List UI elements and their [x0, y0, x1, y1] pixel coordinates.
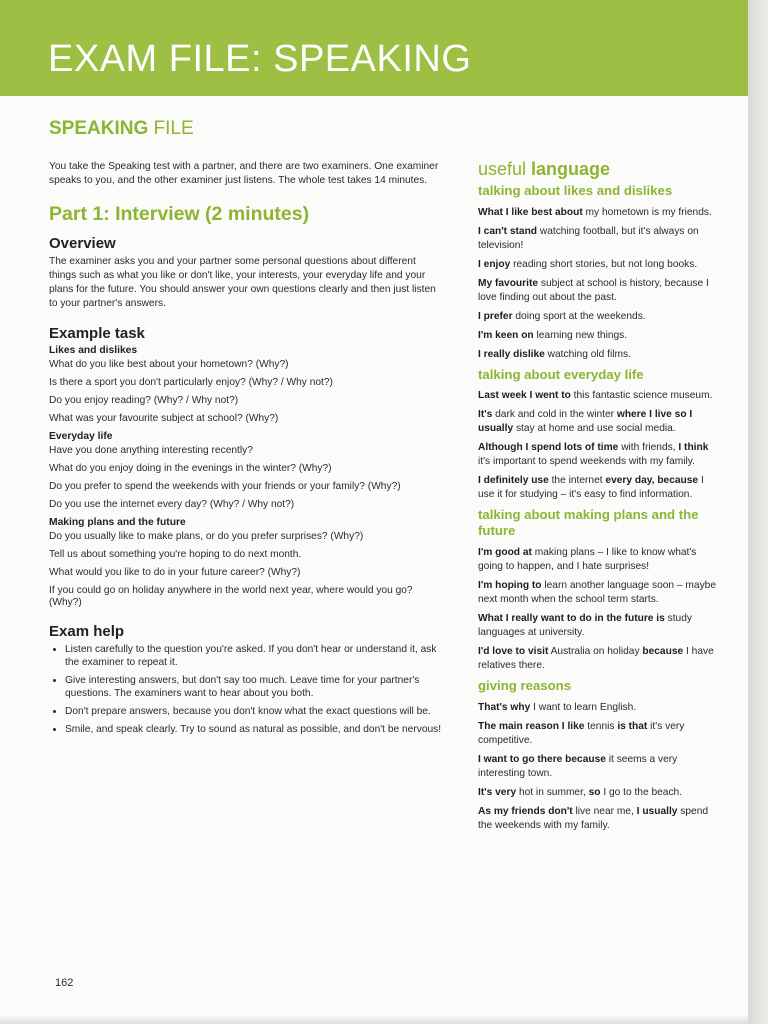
- part1-title: Part 1: Interview (2 minutes): [49, 202, 310, 225]
- task-group-title: Making plans and the future: [49, 517, 186, 529]
- exam-help-item: • Give interesting answers, but don't say too much. Leave time for your partner's questions. The examiners want to hear about you both.: [65, 674, 444, 700]
- phrase-bold: I definitely use: [478, 475, 549, 487]
- phrase-text: watching old films.: [544, 348, 631, 360]
- task-group-title: Everyday life: [49, 431, 113, 443]
- phrase-bold: What I like best about: [478, 206, 583, 218]
- task-question: Have you done anything interesting recently?: [49, 445, 253, 457]
- phrase-text: it seems a very interesting town.: [478, 754, 678, 780]
- phrase-text: reading short stories, but not long books.: [510, 258, 698, 270]
- phrase-bold: I'm keen on: [478, 329, 534, 341]
- exam-help-item: • Smile, and speak clearly. Try to sound as natural as possible, and don't be nervous!: [65, 723, 444, 736]
- phrase-text: my hometown is my friends.: [582, 206, 712, 218]
- useful-language-example: [478, 277, 720, 305]
- phrase-bold: I prefer: [478, 310, 513, 322]
- useful-language-example: [478, 206, 720, 220]
- useful-language-example: [478, 753, 720, 781]
- phrase-bold: is that: [617, 721, 648, 733]
- phrase-bold: I think: [678, 442, 709, 454]
- useful-language-example: [478, 612, 720, 640]
- intro-text: You take the Speaking test with a partner, and there are two examiners. One examiner speaks to you, and the other examiner just listens. The whole test takes 14 minutes.: [49, 160, 439, 186]
- task-question: What was your favourite subject at school? (Why?): [49, 413, 279, 425]
- useful-language-example: [478, 546, 720, 574]
- useful-language-example: [478, 389, 720, 403]
- phrase-bold: I really dislike: [478, 348, 545, 360]
- useful-language-example: [478, 701, 720, 715]
- phrase-text: it's very competitive.: [478, 721, 685, 747]
- phrase-text: doing sport at the weekends.: [512, 310, 646, 322]
- left-column: [49, 119, 444, 741]
- useful-language-example: [478, 408, 720, 436]
- useful-language-section-title: talking about making plans and the future: [478, 507, 699, 539]
- useful-language-example: [478, 786, 720, 800]
- phrase-bold: It's: [478, 409, 493, 421]
- useful-language-example: [478, 579, 720, 607]
- useful-language-section-title: talking about everyday life: [478, 366, 644, 382]
- useful-language-example: [478, 225, 720, 253]
- page-bottom-edge: [0, 1014, 748, 1024]
- phrase-text: I go to the beach.: [600, 787, 683, 799]
- useful-language-column: [478, 160, 720, 838]
- phrase-bold: because: [642, 646, 684, 658]
- speaking-file-heading: SPEAKING FILE: [49, 118, 194, 139]
- useful-language-example: [478, 805, 720, 833]
- useful-language-heading: useful language: [478, 159, 611, 179]
- header-banner: [0, 0, 748, 96]
- task-question: What do you enjoy doing in the evenings in the winter? (Why?): [49, 463, 332, 475]
- phrase-bold: Although I spend lots of time: [478, 442, 619, 454]
- phrase-bold: I'm hoping to: [478, 580, 542, 592]
- phrase-text: I have relatives there.: [478, 646, 714, 672]
- exam-help-list: [49, 643, 444, 736]
- phrase-bold: The main reason I like: [478, 721, 585, 733]
- useful-language-section-title: giving reasons: [478, 678, 572, 694]
- useful-language-example: [478, 348, 720, 362]
- task-question: Do you prefer to spend the weekends with your friends or your family? (Why?): [49, 481, 401, 493]
- phrase-text: watching football, but it's always on television!: [478, 225, 699, 251]
- useful-language-example: [478, 310, 720, 324]
- phrase-text: hot in summer,: [516, 787, 589, 799]
- task-question: Do you enjoy reading? (Why? / Why not?): [49, 395, 239, 407]
- phrase-text: the internet: [548, 475, 606, 487]
- task-question: Tell us about something you're hoping to do next month.: [49, 549, 302, 561]
- exam-help-heading: Exam help: [49, 623, 125, 641]
- example-task-groups: [49, 345, 444, 609]
- phrase-bold: I enjoy: [478, 258, 511, 270]
- phrase-bold: It's very: [478, 787, 517, 799]
- phrase-text: dark and cold in the winter: [492, 409, 617, 421]
- phrase-bold: I usually: [636, 806, 678, 818]
- useful-language-example: [478, 329, 720, 343]
- phrase-bold: I want to go there because: [478, 754, 606, 766]
- phrase-bold: My favourite: [478, 277, 539, 289]
- phrase-text: spend the weekends with my family.: [478, 806, 709, 832]
- task-group-title: Likes and dislikes: [49, 345, 138, 357]
- useful-language-example: [478, 474, 720, 502]
- phrase-bold: I'd love to visit: [478, 646, 549, 658]
- phrase-text: stay at home and use social media.: [513, 423, 676, 435]
- task-question: What would you like to do in your future career? (Why?): [49, 567, 301, 579]
- example-task-heading: Example task: [49, 325, 145, 343]
- useful-language-section-title: talking about likes and dislikes: [478, 182, 673, 198]
- phrase-bold: I can't stand: [478, 225, 538, 237]
- overview-heading: Overview: [49, 235, 116, 253]
- page-number: 162: [55, 977, 74, 989]
- task-question: What do you like best about your hometown? (Why?): [49, 359, 289, 371]
- useful-language-example: [478, 258, 720, 272]
- phrase-bold: I'm good at: [478, 547, 532, 559]
- phrase-bold: Last week I went to: [478, 390, 571, 402]
- useful-language-example: [478, 720, 720, 748]
- useful-language-example: [478, 441, 720, 469]
- useful-language-sections: [478, 183, 720, 833]
- task-question: Do you use the internet every day? (Why? / Why not?): [49, 499, 295, 511]
- exam-help-item: • Listen carefully to the question you're asked. If you don't hear or understand it, ask the examiner to repeat it.: [65, 643, 444, 669]
- phrase-bold: every day, because: [605, 475, 699, 487]
- page-title: EXAM FILE: SPEAKING: [48, 38, 472, 80]
- phrase-text: I want to learn English.: [530, 702, 637, 714]
- phrase-bold: What I really want to do in the future is: [478, 613, 665, 625]
- phrase-text: tennis: [584, 721, 618, 733]
- phrase-text: learning new things.: [533, 329, 628, 341]
- task-question: If you could go on holiday anywhere in the world next year, where would you go? (Why?): [49, 585, 413, 609]
- phrase-bold: That's why: [478, 702, 531, 714]
- phrase-text: study languages at university.: [478, 613, 692, 639]
- phrase-text: making plans – I like to know what's going to happen, and I hate surprises!: [478, 547, 697, 573]
- page-edge: [748, 0, 768, 1024]
- phrase-text: learn another language soon – maybe next month when the school term starts.: [478, 580, 716, 606]
- overview-text: The examiner asks you and your partner some personal questions about different things such as what you like or don't like, your interests, your everyday life and your plans for the future. You should answer your own questions clearly and then just listen to your partner's answers.: [49, 256, 436, 310]
- phrase-text: with friends,: [618, 442, 679, 454]
- phrase-text: live near me,: [572, 806, 637, 818]
- phrase-bold: As my friends don't: [478, 806, 573, 818]
- phrase-text: Australia on holiday: [548, 646, 643, 658]
- phrase-bold: so: [588, 787, 601, 799]
- useful-language-example: [478, 645, 720, 673]
- task-question: Is there a sport you don't particularly enjoy? (Why? / Why not?): [49, 377, 333, 389]
- phrase-bold: where I live so I usually: [478, 409, 693, 435]
- phrase-text: this fantastic science museum.: [570, 390, 713, 402]
- phrase-text: it's important to spend weekends with my family.: [478, 456, 695, 468]
- phrase-text: subject at school is history, because I love finding out about the past.: [478, 277, 709, 303]
- phrase-text: I use it for studying – it's easy to find information.: [478, 475, 704, 501]
- exam-help-item: • Don't prepare answers, because you don't know what the exact questions will be.: [65, 705, 444, 718]
- task-question: Do you usually like to make plans, or do you prefer surprises? (Why?): [49, 531, 364, 543]
